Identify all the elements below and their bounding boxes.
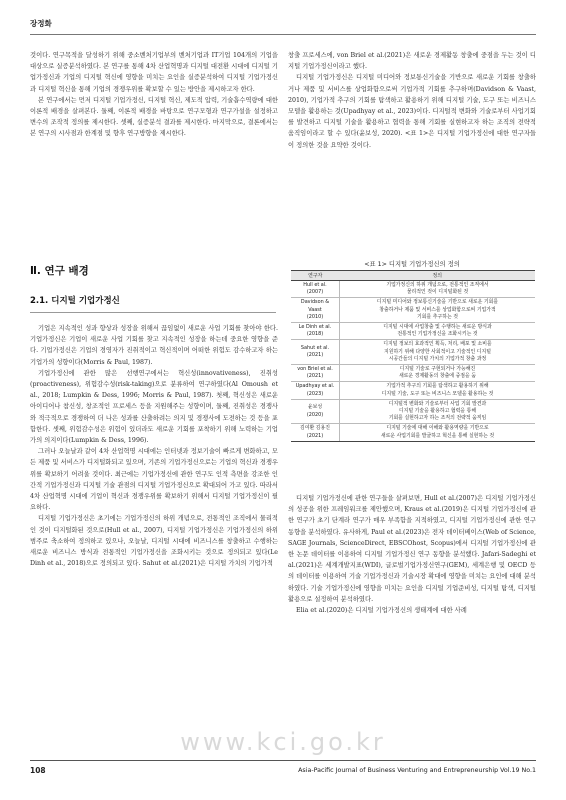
- left-column-intro: [30, 50, 278, 140]
- author-line: von Briel et al.: [297, 366, 333, 373]
- table-cell-definition: [340, 298, 536, 323]
- author-line: (2021): [306, 373, 324, 380]
- author-line: (2023): [306, 390, 324, 397]
- table-cell-author: [291, 365, 340, 382]
- section-title: Ⅱ. 연구 배경: [30, 265, 89, 277]
- definition-line: 새로운 사업기회를 발굴하고 혁신을 통해 실현하는 것: [380, 432, 495, 439]
- author-line: Vaast: [308, 306, 322, 313]
- author-line: (2010): [306, 313, 324, 320]
- table-row: [291, 382, 535, 399]
- author-line: (2020): [306, 411, 324, 418]
- running-header-author: 장정화: [30, 19, 52, 28]
- author-line: Sahut et al.: [300, 345, 330, 352]
- author-line: (2018): [306, 331, 324, 338]
- definition-table: [291, 270, 535, 442]
- author-line: 김여환 김용진: [300, 425, 330, 432]
- table-row: [291, 365, 535, 382]
- paragraph: 것이다. 연구목적을 달성하기 위해 중소벤처기업부의 벤처기업과 IT기업 104개의 기업을 대상으로 실증분석하였다. 본 연구를 통해 4차 산업혁명과 디지털 대전환 시대에 디지털 기업가정신과 기업의 디지털 혁신에 영향을 미치는 요인을 실증분석하여 디지털 기업가정신과 디지털 혁신을 통해 기업의 경쟁우위를 확보할 수 있는 방안을 제시하고자 한다.: [30, 52, 278, 93]
- author-line: (2021): [306, 432, 324, 439]
- table-row: [291, 424, 535, 441]
- table-cell-definition: [340, 340, 536, 365]
- journal-name: Asia-Pacific Journal of Business Venturing and Entrepreneurship Vol.19 No.1: [298, 767, 536, 774]
- table-cell-author: [291, 298, 340, 323]
- table-row: [291, 281, 535, 298]
- definition-line: 디지털적 변화와 기술로부터 사업 기회 발견과: [388, 400, 487, 407]
- definition-line: 디지털 기술을 활용하고 협력을 통해: [398, 408, 477, 415]
- definition-line: 물리적인 것이 디지털화된 것: [406, 289, 469, 296]
- table-cell-author: [291, 424, 340, 441]
- table-cell-author: [291, 281, 340, 298]
- table-caption: <표 1> 디지털 기업가정신의 정의: [364, 261, 460, 268]
- definition-line: 디지털 정보의 효과적인 획득, 처리, 배포 및 소비를: [383, 341, 492, 348]
- definition-line: 기업가적 추구의 기회를 탐색하고 활용하기 위해: [386, 383, 489, 390]
- watermark: www.kci.go.kr: [180, 728, 386, 756]
- left-column-body: [30, 323, 278, 569]
- table-row: [291, 323, 535, 340]
- paragraph: 디지털 기업가정신은 초기에는 기업가정신의 하위 개념으로, 전통적인 조직에서 물리적인 것이 디지털화된 것으로(Hull et al., 2007), 디지털 기업가정신은 기업가정신의 하위 범주로 축소하여 정의하고 있으나, 오늘날, 디지털 시대에 비즈니스를 창출하고 수행하는 새로운 비즈니스 방식과 전통적인 기업가정신을 조화시키는 것으로 정의되고 있다(Le Dinh et al., 2018)으로 정의되고 있다. Sahut et al.(2021)은 디지털 가치의 기업가적: [30, 515, 278, 568]
- definition-line: 기업가정신의 하위 개념으로, 전통적인 조직에서: [386, 282, 489, 288]
- table-header-row: [291, 271, 535, 281]
- definition-line: 디지털 기술, 도구 또는 비즈니스 모델을 활용하는 것: [381, 390, 494, 397]
- paragraph: 기업은 지속적인 성과 향상과 성장을 위해서 끊임없이 새로운 사업 기회를 찾아야 한다. 기업가정신은 기업이 새로운 사업 기회를 찾고 지속적인 성장을 하는데 중요한 영향을 준다. 기업가정신은 기업의 경영자가 진취적이고 혁신적이며 어떠한 위험도 감수하고자 하는 기업가의 성향이다(Morris & Paul, 1987).: [30, 325, 278, 366]
- definition-line: 전통적인 기업가정신을 조화시키는 것: [397, 331, 478, 338]
- paragraph: 그러나 오늘날과 같이 4차 산업혁명 시대에는 인터넷과 정보기술이 빠르게 변화하고, 모든 제품 및 서비스가 디지털화되고 있으며, 기존의 기업가정신으로는 기업의 혁신과 경쟁우위를 확보하기 어려울 것이다. 최근에는 기업가정신에 관한 연구도 인적 측면을 강조한 인간적 기업가정신과 디지털 기술 관점의 디지털 기업가정신으로 확대되어 가고 있다. 따라서 4차 산업혁명 시대에 기업이 혁신과 경쟁우위를 확보하기 위해서 디지털 기업가정신이 필요하다.: [30, 448, 278, 512]
- table-row: [291, 340, 535, 365]
- definition-line: 창출하거나 제품 및 서비스를 상업화함으로써 기업가적: [379, 306, 496, 313]
- footer-rule: [30, 760, 536, 761]
- author-line: 윤보성: [307, 404, 323, 411]
- author-line: Le Dinh et al.: [298, 324, 332, 331]
- subsection-title: 2.1. 디지털 기업가정신: [30, 294, 276, 313]
- page-number: 108: [30, 766, 46, 775]
- definition-line: 디지털 미디어와 정보통신기술을 기반으로 새로운 기회를: [376, 299, 499, 306]
- paragraph: 본 연구에서는 먼저 디지털 기업가정신, 디지털 혁신, 제도적 압력, 기술흡수역량에 대한 이론적 배경을 살펴본다. 둘째, 이론적 배경을 바탕으로 연구모형과 연구가설을 설정하고 변수의 조작적 정의를 제시한다. 셋째, 실증분석 결과를 제시한다. 마지막으로, 결론에서는 본 연구의 시사점과 한계점 및 향후 연구방향을 제시한다.: [30, 96, 278, 138]
- table-cell-definition: [340, 424, 536, 441]
- right-column-top: [288, 50, 536, 151]
- header-rule: [30, 34, 536, 35]
- definition-line: 시공간들의 디지털 가치의 기업가적 창출 과정: [388, 355, 487, 362]
- table-cell-definition: [340, 365, 536, 382]
- table-row: [291, 399, 535, 424]
- author-line: Upadhyay et al.: [295, 383, 335, 390]
- table-cell-definition: [340, 281, 536, 298]
- table-cell-definition: [340, 399, 536, 424]
- definition-line: 새로운 경제활동의 창출에 중점을 둠: [398, 373, 477, 380]
- table-header-definition: 정의: [340, 271, 536, 281]
- table-cell-author: [291, 382, 340, 399]
- paragraph: 기업가정신에 관한 많은 선행연구에서는 혁신성(innovativeness), 진취성(proactiveness), 위험감수성(risk-taking)으로 분류하여 연구하였다(Al Omoush et al., 2018; Lumpkin & Dess, 1996; Morris & Paul, 1987). 첫째, 혁신성은 새로운 아이디어나 참신성, 창조적인 프로세스 등을 지원해주는 성향이며, 둘째, 진취성은 경쟁사와 적극적으로 경쟁하여 더 나은 성과를 산출하려는 의지 및 경쟁사에 도전하는 것 등을 포함한다. 셋째, 위험감수성은 위험이 있더라도 새로운 기회를 포착하기 위해 노력하는 기업가의 의지이다(Lumpkin & Dess, 1996).: [30, 369, 278, 445]
- paragraph: 창출 프로세스에, von Briel et al.(2021)은 새로운 경제활동 창출에 중점을 두는 것이 디지털 기업가정신이라고 했다.: [288, 52, 536, 71]
- author-line: Hull et al.: [303, 282, 327, 288]
- author-line: Davidson &: [300, 299, 330, 306]
- right-column-bottom: [288, 493, 536, 616]
- paragraph: Elia et al.(2020)은 디지털 기업가정신의 생태계에 대한 사례: [296, 607, 467, 615]
- paragraph: 디지털 기업가정신에 관한 연구들을 살펴보면, Hull et al.(2007)은 디지털 기업가정신의 성공을 위한 프레임워크를 제안했으며, Kraus et al.(2019)은 디지털 기업가정신에 관한 연구가 초기 단계라 연구가 매우 부족함을 지적하였고, 디지털 기업가정신에 관한 연구 동향을 분석하였다. 유사하게, Paul et al.(2023)은 전자 데이터베이스(Web of Science, SAGE Journals, ScienceDirect, EBSCOhost, Scopus)에서 디지털 기업가정신에 관한 논문 데이터를 이용하여 디지털 기업가정신 연구 동향을 분석했다. Jafari-Sadeghi et al.(2021)은 세계개발지표(WDI), 글로벌기업가정신연구(GEM), 세계은행 및 OECD 등의 데이터를 이용하여 기술 기업가정신과 기술시장 확대에 영향을 미치는 요인에 대해 분석하였다. 기술 기업가정신에 영향을 미치는 요인을 디지털 기업준비성, 디지털 탐색, 디지털 활용으로 설정하여 분석하였다.: [288, 495, 536, 603]
- table-cell-author: [291, 323, 340, 340]
- definition-line: 기회를 실현하고자 하는 조직의 전략적 움직임: [388, 415, 487, 422]
- author-line: (2021): [306, 352, 324, 359]
- table-cell-author: [291, 340, 340, 365]
- table-header-author: 연구자: [291, 271, 340, 281]
- author-line: (2007): [306, 289, 324, 296]
- table-cell-definition: [340, 323, 536, 340]
- paragraph: 디지털 기업가정신은 디지털 미디어와 정보통신기술을 기반으로 새로운 기회를 창출하거나 제품 및 서비스를 상업화함으로써 기업가적 기회를 추구하며(Davidson & Vaast, 2010), 기업가적 추구의 기회를 탐색하고 활용하기 위해 디지털 기술, 도구 또는 비즈니스 모델을 활용하는 것(Upadhyay et al., 2023)이다. 디지털적 변화와 기술로부터 사업기회를 발견하고 디지털 기술을 활용하고 협력을 통해 기회를 실현하고자 하는 조직의 전략적 움직임이라고 할 수 있다(윤보성, 2020). <표 1>은 디지털 기업가정신에 대한 연구자들이 정의한 것을 요약한 것이다.: [288, 74, 536, 149]
- table-row: [291, 298, 535, 323]
- definition-line: 디지털 시대에 사업창출 및 수행하는 새로운 방식과: [383, 324, 492, 331]
- definition-line: 디지털 기술로 구현되거나 가능해진: [399, 366, 476, 373]
- definition-line: 기회를 추구하는 것: [417, 313, 458, 320]
- table-cell-definition: [340, 382, 536, 399]
- definition-line: 지원하기 위해 다양한 사회적이고 기술적인 디지털: [384, 348, 491, 355]
- definition-line: 디지털 기술에 대해 이해와 활용역량을 기반으로: [386, 425, 489, 432]
- table-cell-author: [291, 399, 340, 424]
